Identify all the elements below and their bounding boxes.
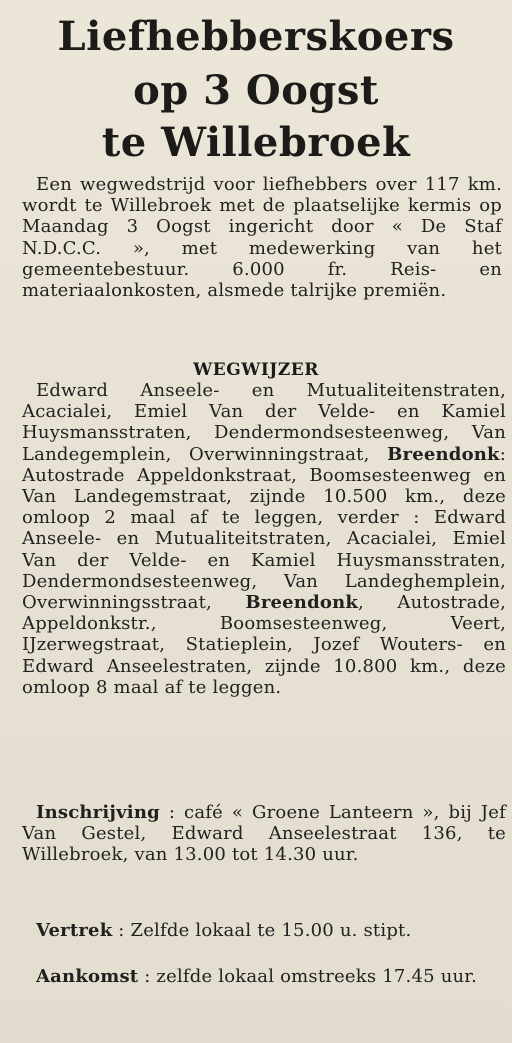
intro-paragraph <box>22 174 502 301</box>
route-place-2: Breendonk <box>245 592 359 614</box>
route-place-1: Breendonk <box>387 443 500 465</box>
route-heading: WEGWIJZER <box>193 360 319 380</box>
arrival-label: Aankomst <box>36 966 139 987</box>
headline-line-3: te Willebroek <box>101 119 411 166</box>
route-text-2: : Autostrade Appeldonkstraat, Boomsesteenweg en Van Landegemstraat, zijnde 10.500 km., deze omloop 2 maal af te leggen, verder : Edward Anseele- en Mutualiteitstraten, Acacialei, Emiel Van der Velde- en Kamiel Huysmansstraten, Dendermondsesteenweg, Van Landeghemplein, Overwinningsstraat, <box>22 443 506 614</box>
departure-paragraph <box>22 920 506 941</box>
departure-text: : Zelfde lokaal te 15.00 u. stipt. <box>118 920 412 941</box>
route-paragraph <box>22 380 506 698</box>
headline-line-2: op 3 Oogst <box>133 67 379 114</box>
headline-line-1: Liefhebberskoers <box>57 13 455 60</box>
arrival-paragraph <box>22 966 506 987</box>
departure-label: Vertrek <box>36 920 113 941</box>
intro-text: Een wegwedstrijd voor liefhebbers over 117 km. wordt te Willebroek met de plaatselijke kermis op Maandag 3 Oogst ingericht door « De Staf N.D.C.C. », met medewerking van het gemeentebestuur. 6.000 fr. Reis- en materiaalonkosten, alsmede talrijke premiën. <box>22 174 502 302</box>
arrival-text: : zelfde lokaal omstreeks 17.45 uur. <box>144 966 478 987</box>
registration-label: Inschrijving <box>36 802 160 823</box>
registration-paragraph <box>22 802 506 866</box>
route-text-3: , Autostrade, Appeldonkstr., Boomsesteenweg, Veert, IJzerwegstraat, Statieplein, Jozef Wouters- en Edward Anseelestraten, zijnde 10.800 km., deze omloop 8 maal af te leggen. <box>22 592 506 698</box>
route-text-1: Edward Anseele- en Mutualiteitenstraten, Acacialei, Emiel Van der Velde- en Kamiel Huysmansstraten, Dendermondsesteenweg, Van Landegemplein, Overwinningstraat, <box>22 380 506 465</box>
registration-text: : café « Groene Lanteern », bij Jef Van Gestel, Edward Anseelestraat 136, te Willebroek, van 13.00 tot 14.30 uur. <box>22 802 506 866</box>
